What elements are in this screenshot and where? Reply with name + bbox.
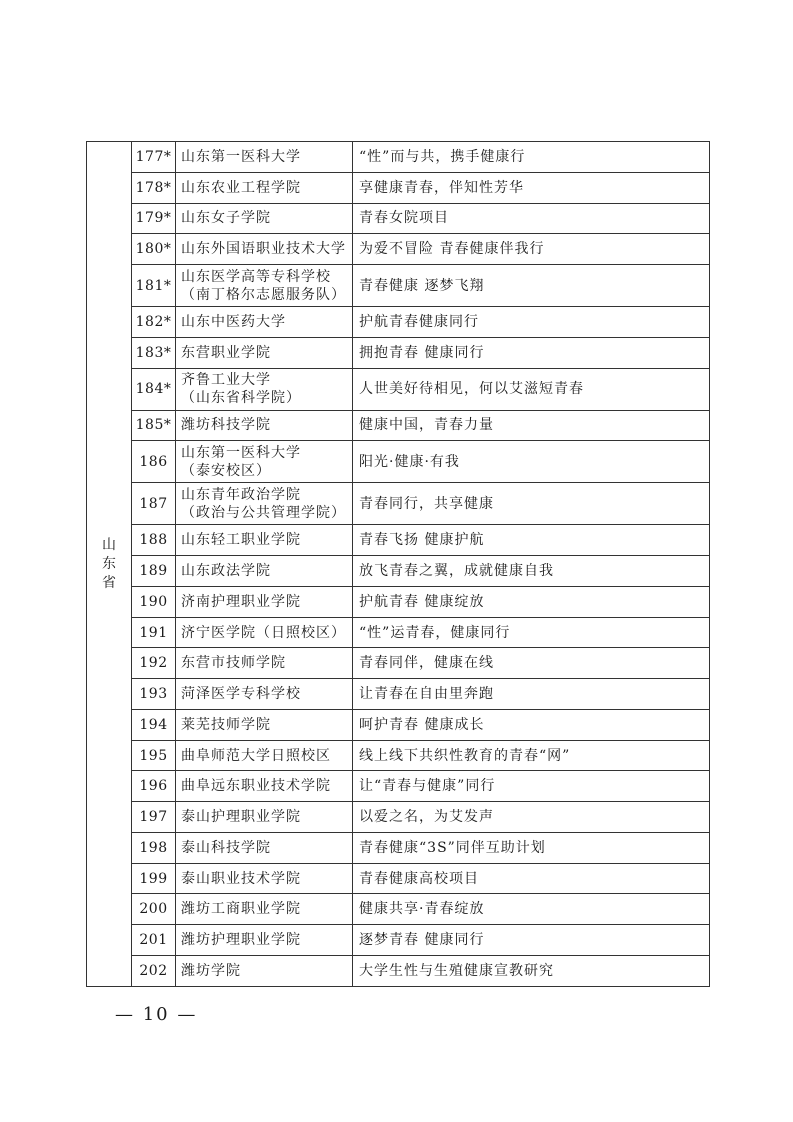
- school-name: [176, 679, 353, 710]
- school-name-line: 济南护理职业学院: [181, 593, 301, 610]
- row-number: 199: [132, 863, 176, 894]
- province-char: 山: [102, 536, 116, 553]
- page-number: — 10 —: [115, 1004, 198, 1025]
- row-number: 198: [132, 832, 176, 863]
- school-name: [176, 771, 353, 802]
- school-name-line: 潍坊工商职业学院: [181, 901, 301, 918]
- project-name: 青春同伴，健康在线: [353, 648, 710, 679]
- school-name-line: 山东第一医科大学: [181, 148, 301, 165]
- table-row: [87, 368, 710, 410]
- row-number: 196: [132, 771, 176, 802]
- row-number: 189: [132, 556, 176, 587]
- school-name-line: 山东第一医科大学: [181, 444, 301, 461]
- project-name: 人世美好待相见，何以艾滋短青春: [353, 368, 710, 410]
- table-row: [87, 172, 710, 203]
- project-name: 呵护青春 健康成长: [353, 709, 710, 740]
- school-name-line: 山东政法学院: [181, 563, 271, 579]
- row-number: 178*: [132, 172, 176, 203]
- school-name: [176, 203, 353, 234]
- school-name-line: （山东省科学院）: [181, 390, 301, 407]
- table-row: [87, 863, 710, 894]
- table-row: [87, 337, 710, 368]
- table-row: [87, 234, 710, 265]
- project-name: 放飞青春之翼，成就健康自我: [353, 556, 710, 587]
- row-number: 201: [132, 925, 176, 956]
- school-name-line: 山东女子学院: [181, 210, 271, 227]
- table-row: [87, 925, 710, 956]
- school-name: [176, 172, 353, 203]
- table-row: [87, 203, 710, 234]
- school-name-line: 山东外国语职业技术大学: [181, 241, 346, 258]
- project-name: 让“青春与健康”同行: [353, 771, 710, 802]
- school-name: [176, 740, 353, 771]
- project-name: 青春同行，共享健康: [353, 483, 710, 525]
- province-cell: [87, 142, 132, 987]
- school-name-line: 曲阜远东职业技术学院: [181, 778, 331, 795]
- table-row: [87, 441, 710, 483]
- table-row: [87, 265, 710, 307]
- row-number: 179*: [132, 203, 176, 234]
- school-name-line: 潍坊科技学院: [181, 417, 271, 434]
- school-name-line: 泰山护理职业学院: [181, 809, 301, 825]
- school-name: [176, 863, 353, 894]
- table-row: [87, 648, 710, 679]
- table-body: [87, 142, 710, 987]
- row-number: 191: [132, 617, 176, 648]
- row-number: 184*: [132, 368, 176, 410]
- school-name: [176, 617, 353, 648]
- project-name: 青春健康高校项目: [353, 863, 710, 894]
- row-number: 183*: [132, 337, 176, 368]
- school-name: [176, 586, 353, 617]
- school-name: [176, 337, 353, 368]
- project-name: 青春健康 逐梦飞翔: [353, 265, 710, 307]
- project-name: 大学生性与生殖健康宣教研究: [353, 955, 710, 986]
- school-name: [176, 709, 353, 740]
- row-number: 193: [132, 679, 176, 710]
- row-number: 192: [132, 648, 176, 679]
- school-name-line: 齐鲁工业大学: [181, 372, 271, 389]
- school-name-line: 东营职业学院: [181, 344, 271, 361]
- school-name: [176, 483, 353, 525]
- school-name-line: 莱芜技师学院: [181, 716, 271, 733]
- school-name-line: （泰安校区）: [181, 462, 271, 479]
- row-number: 195: [132, 740, 176, 771]
- school-name-line: （政治与公共管理学院）: [181, 504, 346, 521]
- school-name: [176, 234, 353, 265]
- school-name: [176, 556, 353, 587]
- school-name-line: 曲阜师范大学日照校区: [181, 747, 331, 764]
- project-name: 为爱不冒险 青春健康伴我行: [353, 234, 710, 265]
- school-name: [176, 832, 353, 863]
- school-name-line: 泰山职业技术学院: [181, 870, 301, 887]
- school-name-line: 菏泽医学专科学校: [181, 686, 301, 702]
- row-number: 186: [132, 441, 176, 483]
- row-number: 185*: [132, 410, 176, 441]
- school-name: [176, 955, 353, 986]
- school-name-line: 山东中医药大学: [181, 313, 286, 330]
- table-row: [87, 771, 710, 802]
- project-name: “性”而与共，携手健康行: [353, 142, 710, 173]
- school-name-line: 山东农业工程学院: [181, 179, 301, 196]
- school-name: [176, 265, 353, 307]
- school-name: [176, 925, 353, 956]
- table-row: [87, 802, 710, 833]
- project-name: 护航青春 健康绽放: [353, 586, 710, 617]
- project-name: 阳光·健康·有我: [353, 441, 710, 483]
- school-name: [176, 525, 353, 556]
- school-name-line: 山东青年政治学院: [181, 486, 301, 503]
- project-table: [86, 141, 710, 987]
- table-row: [87, 483, 710, 525]
- row-number: 188: [132, 525, 176, 556]
- table-row: [87, 410, 710, 441]
- table-row: [87, 679, 710, 710]
- school-name-line: 潍坊护理职业学院: [181, 932, 301, 948]
- school-name-line: 东营市技师学院: [181, 655, 286, 672]
- school-name-line: 潍坊学院: [181, 962, 241, 979]
- table-row: [87, 832, 710, 863]
- school-name: [176, 802, 353, 833]
- school-name: [176, 368, 353, 410]
- table-row: [87, 556, 710, 587]
- project-name: 拥抱青春 健康同行: [353, 337, 710, 368]
- school-name: [176, 307, 353, 338]
- school-name: [176, 410, 353, 441]
- province-char: 省: [102, 574, 116, 591]
- row-number: 200: [132, 894, 176, 925]
- school-name: [176, 648, 353, 679]
- table-row: [87, 586, 710, 617]
- table-row: [87, 525, 710, 556]
- table-row: [87, 307, 710, 338]
- row-number: 180*: [132, 234, 176, 265]
- project-name: 健康共享·青春绽放: [353, 894, 710, 925]
- project-name: 以爱之名，为艾发声: [353, 802, 710, 833]
- row-number: 202: [132, 955, 176, 986]
- project-name: 护航青春健康同行: [353, 307, 710, 338]
- row-number: 187: [132, 483, 176, 525]
- row-number: 181*: [132, 265, 176, 307]
- project-name: 青春女院项目: [353, 203, 710, 234]
- school-name: [176, 441, 353, 483]
- row-number: 177*: [132, 142, 176, 173]
- table-row: [87, 617, 710, 648]
- table-row: [87, 709, 710, 740]
- row-number: 194: [132, 709, 176, 740]
- project-name: 享健康青春，伴知性芳华: [353, 172, 710, 203]
- province-char: 东: [102, 555, 116, 572]
- table-row: [87, 955, 710, 986]
- school-name-line: 山东医学高等专科学校: [181, 268, 331, 285]
- row-number: 190: [132, 586, 176, 617]
- project-name: 青春飞扬 健康护航: [353, 525, 710, 556]
- row-number: 197: [132, 802, 176, 833]
- project-name: 线上线下共织性教育的青春“网”: [353, 740, 710, 771]
- school-name: [176, 894, 353, 925]
- project-name: “性”运青春，健康同行: [353, 617, 710, 648]
- school-name: [176, 142, 353, 173]
- row-number: 182*: [132, 307, 176, 338]
- school-name-line: （南丁格尔志愿服务队）: [181, 286, 346, 303]
- project-name: 让青春在自由里奔跑: [353, 679, 710, 710]
- table-row: [87, 894, 710, 925]
- project-name: 健康中国，青春力量: [353, 410, 710, 441]
- project-name: 逐梦青春 健康同行: [353, 925, 710, 956]
- school-name-line: 山东轻工职业学院: [181, 532, 301, 549]
- school-name-line: 济宁医学院（日照校区）: [181, 624, 346, 641]
- table-row: [87, 142, 710, 173]
- school-name-line: 泰山科技学院: [181, 839, 271, 856]
- project-name: 青春健康“3S”同伴互助计划: [353, 832, 710, 863]
- table-row: [87, 740, 710, 771]
